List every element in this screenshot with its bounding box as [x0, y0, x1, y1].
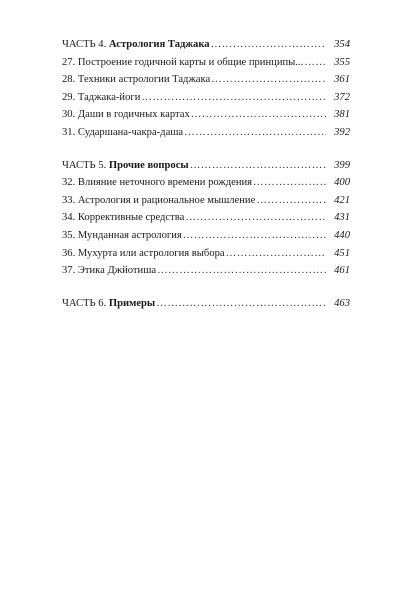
- dot-leader: [191, 106, 326, 124]
- toc-entry: [62, 124, 350, 142]
- dot-leader: [185, 209, 326, 227]
- page-number: 421: [334, 194, 350, 206]
- toc-section-part-5: [62, 157, 350, 280]
- dot-leader: [157, 262, 326, 280]
- dot-leader: [211, 36, 326, 54]
- toc-part-title: [62, 36, 210, 54]
- toc-entry-title: 28. Техники астрологии Таджака: [62, 74, 211, 86]
- toc-part-title: [62, 295, 155, 313]
- toc-entry-title: 37. Этика Джйотиша: [62, 265, 157, 277]
- page-number: 399: [334, 159, 350, 171]
- dot-leader: [190, 157, 326, 175]
- part-name: Примеры: [108, 297, 156, 309]
- toc-entry: [62, 245, 350, 263]
- toc-entry-title: 31. Сударшана-чакра-даша: [62, 126, 184, 138]
- dot-leader: [256, 192, 326, 210]
- toc-part-heading: [62, 157, 350, 175]
- page-number: 392: [334, 126, 350, 138]
- toc-entry: [62, 89, 350, 107]
- page-number: 354: [334, 39, 350, 50]
- toc-entry-title: 35. Мунданная астрология: [62, 229, 182, 241]
- toc-entry-title: 29. Таджака-йоги: [62, 91, 141, 103]
- toc-entry-title: 33. Астрология и рациональное мышление: [62, 194, 256, 206]
- dot-leader: [184, 124, 326, 142]
- toc-entry: [62, 71, 350, 89]
- dot-leader: [141, 89, 326, 107]
- part-label: ЧАСТЬ 4.: [62, 39, 107, 50]
- toc-entry-title: 30. Даши в годичных картах: [62, 109, 190, 121]
- dot-leader: [304, 54, 326, 72]
- page-number: 361: [334, 74, 350, 86]
- toc-entry-title: 27. Построение годичной карты и общие принципы...: [62, 56, 304, 68]
- dot-leader: [211, 71, 326, 89]
- toc-entry: [62, 209, 350, 227]
- toc-section-part-6: [62, 295, 350, 313]
- page-number: 463: [334, 297, 350, 309]
- dot-leader: [183, 227, 326, 245]
- page-number: 381: [334, 109, 350, 121]
- page-number: 431: [334, 212, 350, 224]
- part-label: ЧАСТЬ 5.: [62, 159, 107, 171]
- part-label: ЧАСТЬ 6.: [62, 297, 107, 309]
- toc-entry-title: 36. Мухурта или астрология выбора: [62, 247, 225, 259]
- toc-part-title: [62, 157, 189, 175]
- table-of-contents: [62, 36, 350, 312]
- toc-entry-title: 34. Коррективные средства: [62, 212, 185, 224]
- part-name: Прочие вопросы: [108, 159, 189, 171]
- toc-entry: [62, 106, 350, 124]
- toc-section-part-4: [62, 36, 350, 142]
- page-number: 400: [334, 177, 350, 189]
- toc-entry: [62, 262, 350, 280]
- toc-entry-title: 32. Влияние неточного времени рождения: [62, 177, 253, 189]
- page-number: 355: [334, 56, 350, 68]
- dot-leader: [253, 174, 326, 192]
- toc-part-heading: [62, 295, 350, 313]
- page-number: 372: [334, 91, 350, 103]
- dot-leader: [226, 245, 326, 263]
- page-number: 461: [334, 265, 350, 277]
- page-number: 440: [334, 229, 350, 241]
- part-name: Астрология Таджака: [108, 39, 210, 50]
- dot-leader: [156, 295, 326, 313]
- toc-entry: [62, 54, 350, 72]
- toc-part-heading: [62, 36, 350, 54]
- toc-entry: [62, 192, 350, 210]
- page-number: 451: [334, 247, 350, 259]
- toc-entry: [62, 174, 350, 192]
- toc-entry: [62, 227, 350, 245]
